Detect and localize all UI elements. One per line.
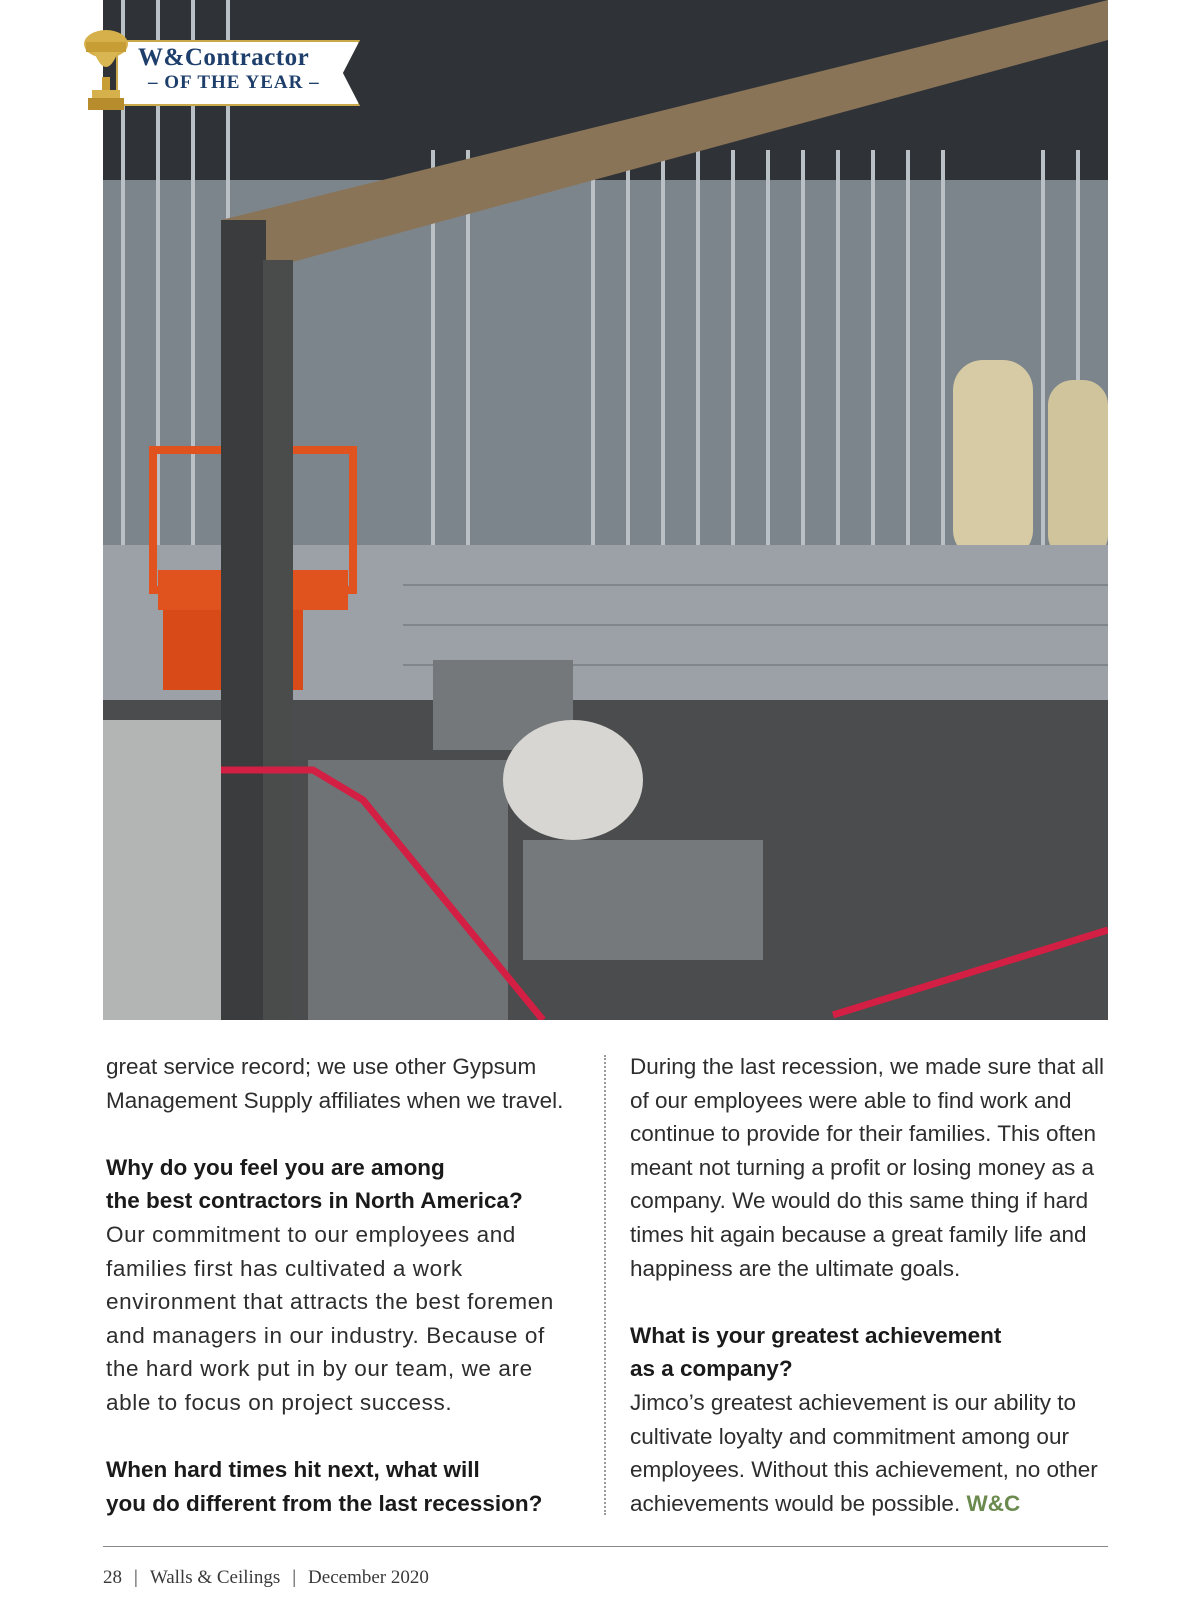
answer-3-paragraph — [630, 1386, 1110, 1520]
footer-rule — [103, 1546, 1108, 1547]
column-divider — [604, 1055, 606, 1515]
right-text-column — [630, 1050, 1110, 1520]
answer-3-text: Jimco’s greatest achievement is our ability to cultivate loyalty and commitment among our employees. Without this achievement, no other achievements would be possible. — [630, 1389, 1098, 1516]
signoff-mark: W&C — [966, 1490, 1021, 1516]
badge-subtitle: – OF THE YEAR – — [148, 72, 320, 93]
trophy-icon — [76, 22, 136, 117]
contractor-of-the-year-badge — [76, 22, 366, 117]
intro-paragraph: great service record; we use other Gypsum Management Supply affiliates when we travel. — [106, 1054, 564, 1113]
construction-scene-illustration — [103, 0, 1108, 1020]
badge-title: W&Contractor — [138, 44, 310, 71]
question-1-line-2: the best contractors in North America? — [106, 1188, 523, 1214]
answer-2-paragraph: During the last recession, we made sure that all of our employees were able to find work and continue to provide for their families. This often meant not turning a profit or losing money as a company. We would do this same thing if hard times hit again because a great family life and happiness are the ultimate goals. — [630, 1054, 1104, 1281]
publication-name: Walls & Ceilings — [149, 1567, 281, 1588]
page-number: 28 — [103, 1567, 122, 1588]
left-text-column — [106, 1050, 576, 1520]
answer-1-paragraph: Our commitment to our employees and families first has cultivated a work environment that attracts the best foremen and managers in our industry. Because of the hard work put in by our team, we are able to focus on project success. — [106, 1221, 554, 1415]
question-1-line-1: Why do you feel you are among — [106, 1154, 445, 1180]
question-3-line-2: as a company? — [630, 1356, 793, 1382]
page-footer — [103, 1567, 429, 1589]
question-3-line-1: What is your greatest achievement — [630, 1322, 1002, 1348]
issue-date: December 2020 — [308, 1567, 429, 1588]
question-2-line-2: you do different from the last recession? — [106, 1490, 543, 1516]
question-2-line-1: When hard times hit next, what will — [106, 1457, 480, 1483]
footer-separator: | — [292, 1567, 297, 1588]
construction-photo — [103, 0, 1108, 1020]
footer-separator: | — [134, 1567, 138, 1588]
